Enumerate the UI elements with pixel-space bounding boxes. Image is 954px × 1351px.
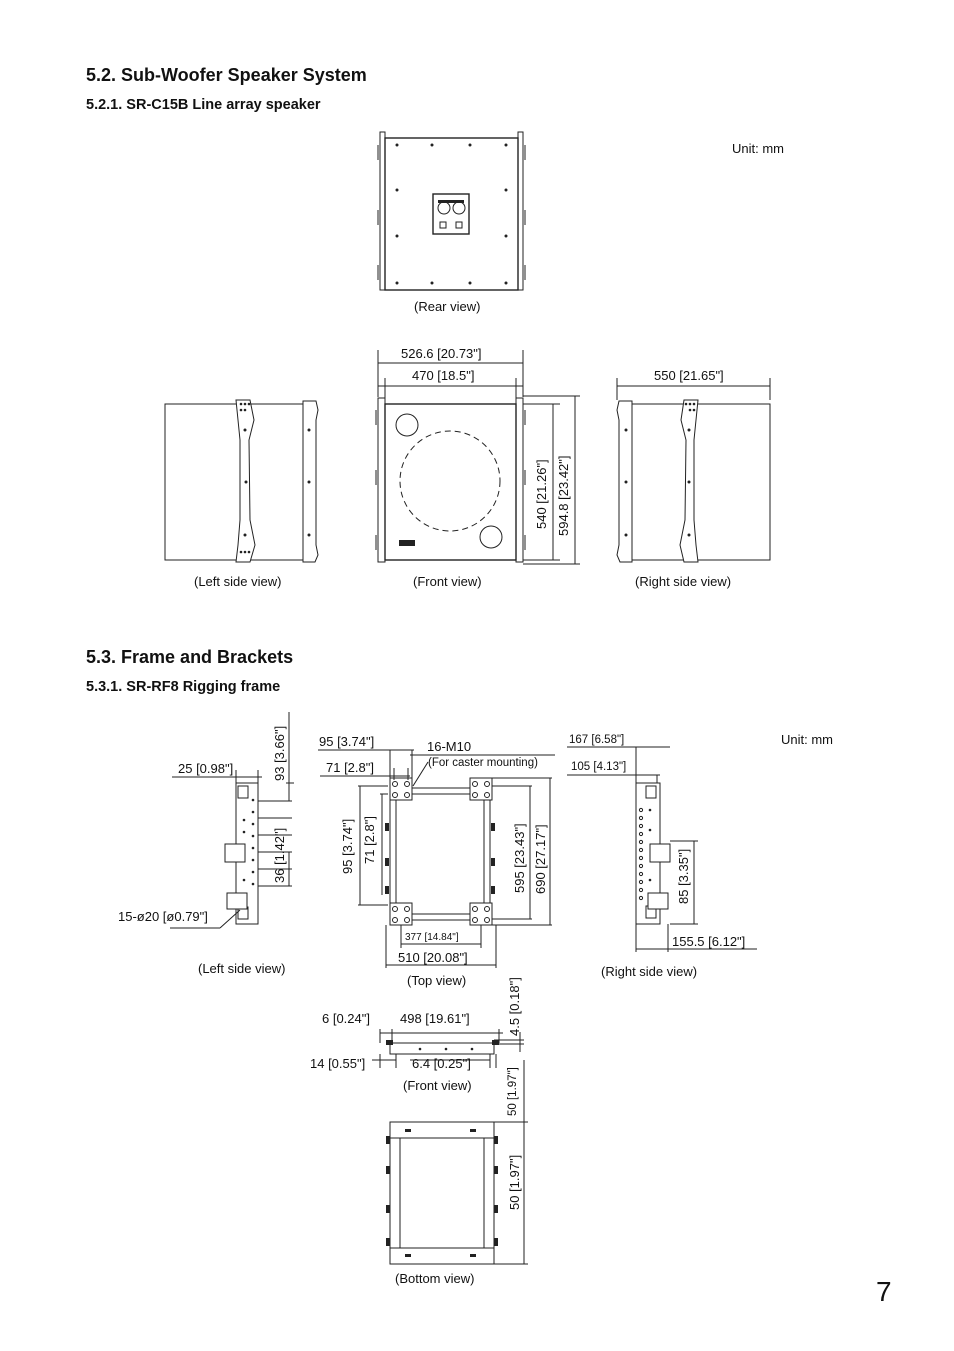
dim-height-outer: 594.8 [23.42"] bbox=[556, 455, 571, 536]
dim-95-horizontal: 95 [3.74"] bbox=[319, 734, 375, 749]
dim-holes: 15-ø20 [ø0.79"] bbox=[118, 909, 208, 924]
dim-4-5: 4.5 [0.18"] bbox=[507, 977, 522, 1036]
subsection-title-sr-c15b: 5.2.1. SR-C15B Line array speaker bbox=[86, 97, 321, 113]
page-number: 7 bbox=[876, 1276, 892, 1307]
dim-50-b: 50 [1.97"] bbox=[507, 1154, 522, 1210]
dim-510: 510 [20.08"] bbox=[398, 950, 468, 965]
dim-height-inner: 540 [21.26"] bbox=[534, 459, 549, 529]
frame-right-side-view-label: (Right side view) bbox=[601, 964, 698, 979]
dim-93: 93 [3.66"] bbox=[272, 725, 287, 781]
front-view-label: (Front view) bbox=[413, 574, 482, 589]
dim-width-outer: 526.6 [20.73"] bbox=[401, 346, 482, 361]
speaker-rear-view bbox=[378, 132, 525, 290]
speaker-right-side-view bbox=[617, 400, 770, 562]
right-side-view-label: (Right side view) bbox=[635, 574, 732, 589]
dim-m10: 16-M10 bbox=[427, 739, 472, 754]
dim-105: 105 [4.13"] bbox=[571, 761, 627, 773]
dim-377: 377 [14.84"] bbox=[405, 932, 459, 943]
dim-498: 498 [19.61"] bbox=[400, 1011, 470, 1026]
speaker-left-side-view bbox=[165, 400, 318, 562]
dim-85: 85 [3.35"] bbox=[676, 848, 691, 904]
left-side-view-label: (Left side view) bbox=[194, 574, 282, 589]
dim-14: 14 [0.55"] bbox=[310, 1056, 366, 1071]
speaker-front-view bbox=[376, 398, 525, 562]
frame-bottom-view-label: (Bottom view) bbox=[395, 1271, 475, 1286]
dim-6-4: 6.4 [0.25"] bbox=[412, 1056, 471, 1071]
dim-6: 6 [0.24"] bbox=[322, 1011, 370, 1026]
frame-left-side-view-label: (Left side view) bbox=[198, 961, 286, 976]
caster-mounting-note: (For caster mounting) bbox=[428, 757, 538, 769]
dim-595: 595 [23.43"] bbox=[512, 823, 527, 893]
dim-50-a: 50 [1.97"] bbox=[507, 1067, 519, 1116]
frame-top-view-label: (Top view) bbox=[407, 973, 467, 988]
dim-36: 36 [1.42"] bbox=[272, 827, 287, 883]
section-title-subwoofer: 5.2. Sub-Woofer Speaker System bbox=[86, 65, 367, 85]
subsection-title-sr-rf8: 5.3.1. SR-RF8 Rigging frame bbox=[86, 679, 281, 695]
dim-155-5: 155.5 [6.12"] bbox=[672, 934, 746, 949]
dim-167: 167 [6.58"] bbox=[569, 734, 625, 746]
dim-depth: 550 [21.65"] bbox=[654, 368, 724, 383]
unit-label-bottom: Unit: mm bbox=[781, 732, 833, 747]
dim-71-horizontal: 71 [2.8"] bbox=[326, 760, 374, 775]
dim-71-vertical: 71 [2.8"] bbox=[362, 816, 377, 864]
dim-690: 690 [27.17"] bbox=[533, 824, 548, 894]
dim-95-vertical: 95 [3.74"] bbox=[340, 818, 355, 874]
frame-front-view-label: (Front view) bbox=[403, 1078, 472, 1093]
dim-25: 25 [0.98"] bbox=[178, 761, 234, 776]
dim-width-inner: 470 [18.5"] bbox=[412, 368, 475, 383]
section-title-frame: 5.3. Frame and Brackets bbox=[86, 647, 294, 667]
frame-right-side-view bbox=[567, 747, 757, 952]
rear-view-label: (Rear view) bbox=[414, 299, 481, 314]
unit-label-top: Unit: mm bbox=[732, 141, 784, 156]
